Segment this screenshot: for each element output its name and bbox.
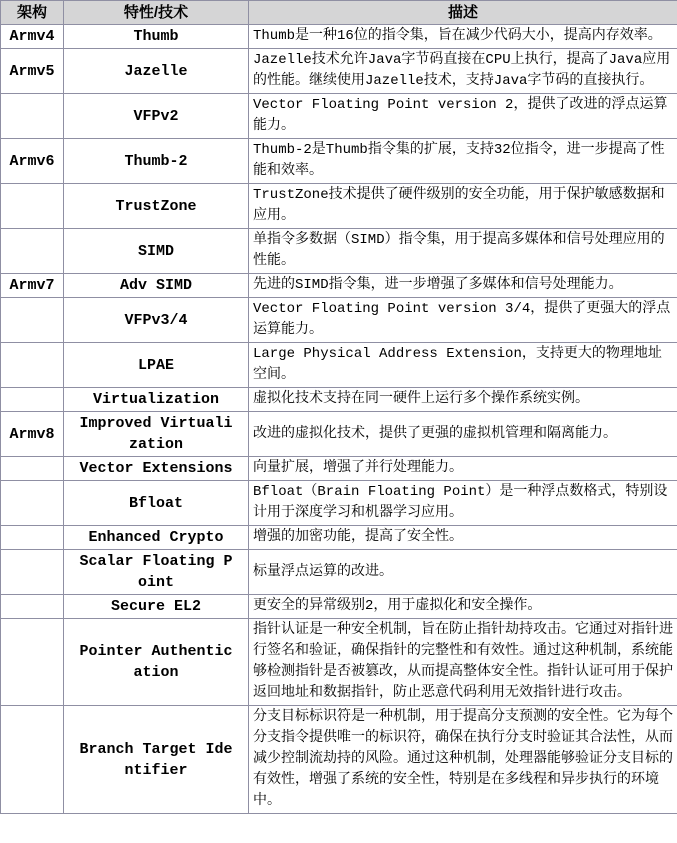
architecture-cell: Armv6 (1, 139, 64, 184)
feature-cell: Virtualization (64, 388, 249, 412)
description-cell: Vector Floating Point version 3/4，提供了更强大的浮点运算能力。 (249, 298, 677, 343)
feature-cell: Scalar Floating Point (64, 550, 249, 595)
architecture-cell (1, 94, 64, 139)
table-row (1, 412, 677, 457)
architecture-cell: Armv8 (1, 412, 64, 457)
architecture-cell (1, 184, 64, 229)
architecture-cell (1, 229, 64, 274)
table-row (1, 457, 677, 481)
table-row (1, 274, 677, 298)
table-row (1, 49, 677, 94)
feature-cell: Adv SIMD (64, 274, 249, 298)
table-row (1, 619, 677, 706)
description-cell: 标量浮点运算的改进。 (249, 550, 677, 595)
description-cell: 指针认证是一种安全机制，旨在防止指针劫持攻击。它通过对指针进行签名和验证，确保指针的完整性和有效性。通过这种机制，系统能够检测指针是否被篡改，从而提高整体安全性。指针认证可用于保护返回地址和数据指针，防止恶意代码利用无效指针进行攻击。 (249, 619, 677, 706)
description-cell: 改进的虚拟化技术，提供了更强的虚拟机管理和隔离能力。 (249, 412, 677, 457)
table-row (1, 595, 677, 619)
architecture-cell (1, 619, 64, 706)
table-row (1, 481, 677, 526)
architecture-cell (1, 481, 64, 526)
architecture-cell (1, 550, 64, 595)
description-cell: 更安全的异常级别2，用于虚拟化和安全操作。 (249, 595, 677, 619)
table-row (1, 706, 677, 814)
architecture-cell (1, 298, 64, 343)
column-header-arch: 架构 (1, 1, 64, 25)
description-cell: Thumb-2是Thumb指令集的扩展，支持32位指令，进一步提高了性能和效率。 (249, 139, 677, 184)
feature-cell: Secure EL2 (64, 595, 249, 619)
table-body (1, 25, 677, 814)
feature-cell: LPAE (64, 343, 249, 388)
feature-cell: Thumb (64, 25, 249, 49)
architecture-cell (1, 595, 64, 619)
feature-cell: Bfloat (64, 481, 249, 526)
architecture-cell: Armv7 (1, 274, 64, 298)
feature-cell: Improved Virtualization (64, 412, 249, 457)
table-row (1, 343, 677, 388)
description-cell: TrustZone技术提供了硬件级别的安全功能，用于保护敏感数据和应用。 (249, 184, 677, 229)
table-row (1, 94, 677, 139)
architecture-cell (1, 343, 64, 388)
feature-cell: Vector Extensions (64, 457, 249, 481)
description-cell: Bfloat（Brain Floating Point）是一种浮点数格式，特别设计用于深度学习和机器学习应用。 (249, 481, 677, 526)
table-row (1, 388, 677, 412)
description-cell: 先进的SIMD指令集，进一步增强了多媒体和信号处理能力。 (249, 274, 677, 298)
feature-cell: VFPv3/4 (64, 298, 249, 343)
table-row (1, 298, 677, 343)
architecture-cell (1, 526, 64, 550)
description-cell: Jazelle技术允许Java字节码直接在CPU上执行，提高了Java应用的性能。继续使用Jazelle技术，支持Java字节码的直接执行。 (249, 49, 677, 94)
column-header-feature: 特性/技术 (64, 1, 249, 25)
feature-cell: SIMD (64, 229, 249, 274)
architecture-cell (1, 706, 64, 814)
architecture-cell (1, 388, 64, 412)
description-cell: Vector Floating Point version 2，提供了改进的浮点运算能力。 (249, 94, 677, 139)
architecture-cell: Armv5 (1, 49, 64, 94)
table-row (1, 139, 677, 184)
table-row (1, 550, 677, 595)
description-cell: Large Physical Address Extension，支持更大的物理地址空间。 (249, 343, 677, 388)
description-cell: Thumb是一种16位的指令集，旨在减少代码大小，提高内存效率。 (249, 25, 677, 49)
table-row (1, 526, 677, 550)
column-header-desc: 描述 (249, 1, 677, 25)
feature-cell: VFPv2 (64, 94, 249, 139)
description-cell: 向量扩展，增强了并行处理能力。 (249, 457, 677, 481)
architecture-cell: Armv4 (1, 25, 64, 49)
feature-cell: Thumb-2 (64, 139, 249, 184)
architecture-cell (1, 457, 64, 481)
table-row (1, 229, 677, 274)
description-cell: 虚拟化技术支持在同一硬件上运行多个操作系统实例。 (249, 388, 677, 412)
feature-cell: Pointer Authentication (64, 619, 249, 706)
description-cell: 分支目标标识符是一种机制，用于提高分支预测的安全性。它为每个分支指令提供唯一的标识符，确保在执行分支时验证其合法性，从而减少控制流劫持的风险。通过这种机制，处理器能够验证分支目标的有效性，增强了系统的安全性，特别是在多线程和异步执行的环境中。 (249, 706, 677, 814)
feature-cell: TrustZone (64, 184, 249, 229)
table-row (1, 184, 677, 229)
feature-cell: Jazelle (64, 49, 249, 94)
table-row (1, 25, 677, 49)
description-cell: 单指令多数据（SIMD）指令集，用于提高多媒体和信号处理应用的性能。 (249, 229, 677, 274)
description-cell: 增强的加密功能，提高了安全性。 (249, 526, 677, 550)
feature-cell: Enhanced Crypto (64, 526, 249, 550)
header-row (1, 1, 677, 25)
feature-cell: Branch Target Identifier (64, 706, 249, 814)
